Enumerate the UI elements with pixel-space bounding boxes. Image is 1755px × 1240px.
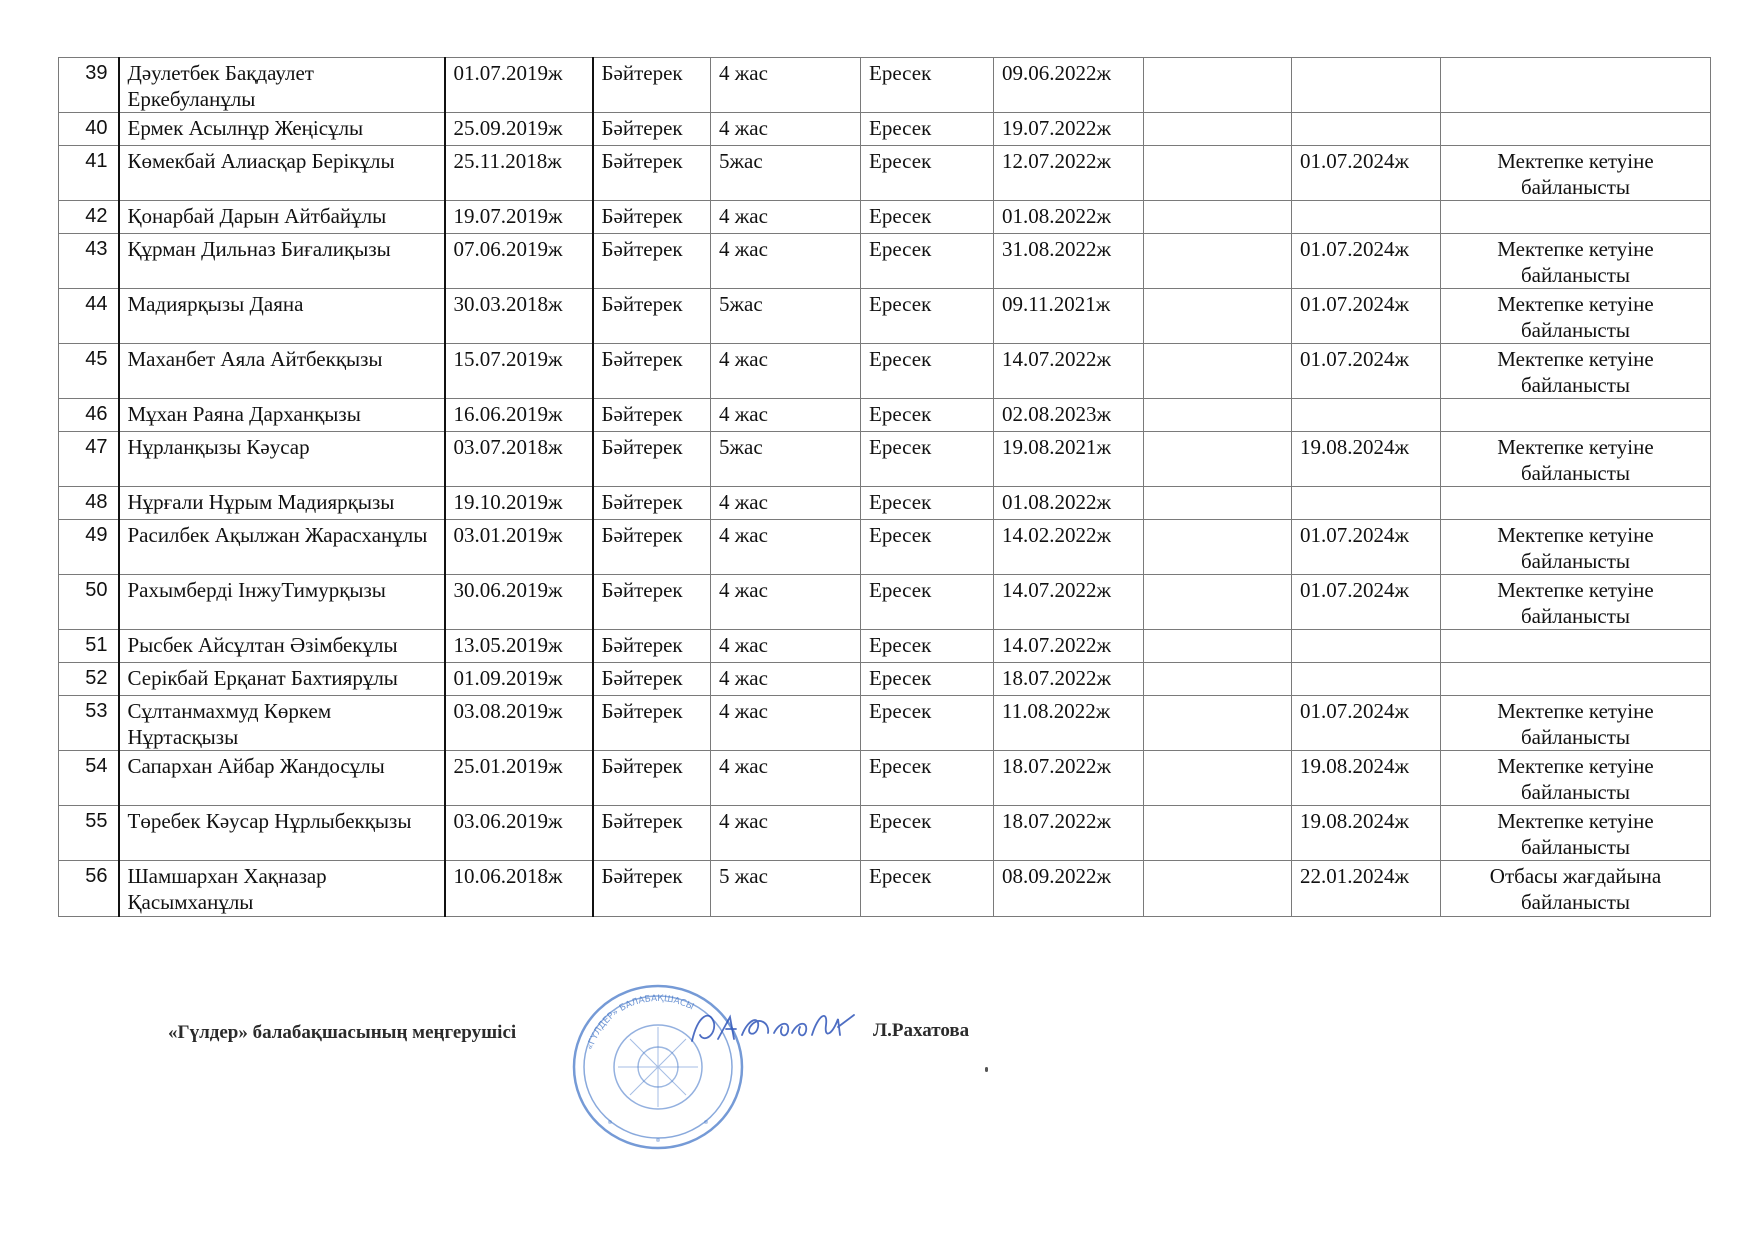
group-name-cell: Бәйтерек bbox=[593, 432, 711, 487]
row-number-cell: 39 bbox=[59, 58, 119, 113]
admission-date-cell: 18.07.2022ж bbox=[994, 806, 1144, 861]
group-level-cell: Ересек bbox=[861, 487, 994, 520]
empty-cell-cell bbox=[1144, 630, 1292, 663]
departure-date-cell: 01.07.2024ж bbox=[1292, 234, 1441, 289]
group-name-cell: Бәйтерек bbox=[593, 234, 711, 289]
departure-date-cell bbox=[1292, 113, 1441, 146]
roster-body bbox=[59, 58, 1711, 917]
admission-date-cell: 18.07.2022ж bbox=[994, 663, 1144, 696]
table-row bbox=[59, 432, 1711, 487]
admission-date-cell: 01.08.2022ж bbox=[994, 487, 1144, 520]
group-name-cell: Бәйтерек bbox=[593, 399, 711, 432]
age-cell: 4 жас bbox=[711, 344, 861, 399]
child-name-cell: Рысбек Айсұлтан Әзімбекұлы bbox=[119, 630, 445, 663]
birth-date-cell: 03.08.2019ж bbox=[445, 696, 593, 751]
age-cell: 4 жас bbox=[711, 751, 861, 806]
departure-reason-cell: Мектепке кетуіне байланысты bbox=[1441, 751, 1711, 806]
head-role-label: «Гүлдер» балабақшасының меңгерушісі bbox=[168, 1022, 517, 1043]
row-number-cell: 56 bbox=[59, 861, 119, 917]
age-cell: 4 жас bbox=[711, 58, 861, 113]
child-name-cell: Расилбек Ақылжан Жарасханұлы bbox=[119, 520, 445, 575]
admission-date-cell: 14.07.2022ж bbox=[994, 344, 1144, 399]
empty-cell-cell bbox=[1144, 806, 1292, 861]
departure-date-cell bbox=[1292, 630, 1441, 663]
departure-reason-cell: Мектепке кетуіне байланысты bbox=[1441, 344, 1711, 399]
age-cell: 5жас bbox=[711, 289, 861, 344]
row-number-cell: 47 bbox=[59, 432, 119, 487]
group-name-cell: Бәйтерек bbox=[593, 146, 711, 201]
row-number-cell: 49 bbox=[59, 520, 119, 575]
birth-date-cell: 01.09.2019ж bbox=[445, 663, 593, 696]
row-number-cell: 43 bbox=[59, 234, 119, 289]
age-cell: 4 жас bbox=[711, 696, 861, 751]
departure-date-cell bbox=[1292, 399, 1441, 432]
row-number-cell: 40 bbox=[59, 113, 119, 146]
admission-date-cell: 12.07.2022ж bbox=[994, 146, 1144, 201]
birth-date-cell: 03.01.2019ж bbox=[445, 520, 593, 575]
group-name-cell: Бәйтерек bbox=[593, 751, 711, 806]
group-name-cell: Бәйтерек bbox=[593, 487, 711, 520]
child-name-cell: Рахымберді ІнжуТимурқызы bbox=[119, 575, 445, 630]
admission-date-cell: 31.08.2022ж bbox=[994, 234, 1144, 289]
age-cell: 4 жас bbox=[711, 234, 861, 289]
age-cell: 5жас bbox=[711, 146, 861, 201]
departure-reason-cell: Мектепке кетуіне байланысты bbox=[1441, 289, 1711, 344]
empty-cell-cell bbox=[1144, 344, 1292, 399]
empty-cell-cell bbox=[1144, 432, 1292, 487]
departure-reason-cell bbox=[1441, 201, 1711, 234]
empty-cell-cell bbox=[1144, 113, 1292, 146]
empty-cell-cell bbox=[1144, 696, 1292, 751]
birth-date-cell: 13.05.2019ж bbox=[445, 630, 593, 663]
row-number-cell: 55 bbox=[59, 806, 119, 861]
departure-reason-cell bbox=[1441, 630, 1711, 663]
departure-date-cell: 01.07.2024ж bbox=[1292, 146, 1441, 201]
table-row bbox=[59, 861, 1711, 917]
birth-date-cell: 10.06.2018ж bbox=[445, 861, 593, 917]
children-roster-table bbox=[58, 57, 1711, 917]
group-name-cell: Бәйтерек bbox=[593, 861, 711, 917]
table-row bbox=[59, 146, 1711, 201]
row-number-cell: 52 bbox=[59, 663, 119, 696]
empty-cell-cell bbox=[1144, 289, 1292, 344]
birth-date-cell: 25.11.2018ж bbox=[445, 146, 593, 201]
child-name-cell: Нұрланқызы Кәусар bbox=[119, 432, 445, 487]
row-number-cell: 41 bbox=[59, 146, 119, 201]
age-cell: 4 жас bbox=[711, 630, 861, 663]
child-name-cell: Қонарбай Дарын Айтбайұлы bbox=[119, 201, 445, 234]
departure-date-cell: 19.08.2024ж bbox=[1292, 751, 1441, 806]
age-cell: 4 жас bbox=[711, 806, 861, 861]
row-number-cell: 45 bbox=[59, 344, 119, 399]
group-name-cell: Бәйтерек bbox=[593, 575, 711, 630]
table-row bbox=[59, 289, 1711, 344]
table-row bbox=[59, 575, 1711, 630]
group-level-cell: Ересек bbox=[861, 201, 994, 234]
age-cell: 4 жас bbox=[711, 520, 861, 575]
row-number-cell: 53 bbox=[59, 696, 119, 751]
child-name-cell: Мадиярқызы Даяна bbox=[119, 289, 445, 344]
stray-mark bbox=[985, 1067, 988, 1072]
group-level-cell: Ересек bbox=[861, 696, 994, 751]
departure-date-cell: 19.08.2024ж bbox=[1292, 432, 1441, 487]
empty-cell-cell bbox=[1144, 399, 1292, 432]
row-number-cell: 48 bbox=[59, 487, 119, 520]
departure-date-cell bbox=[1292, 201, 1441, 234]
group-name-cell: Бәйтерек bbox=[593, 58, 711, 113]
departure-date-cell: 22.01.2024ж bbox=[1292, 861, 1441, 917]
birth-date-cell: 01.07.2019ж bbox=[445, 58, 593, 113]
departure-date-cell bbox=[1292, 663, 1441, 696]
admission-date-cell: 02.08.2023ж bbox=[994, 399, 1144, 432]
group-level-cell: Ересек bbox=[861, 630, 994, 663]
departure-date-cell bbox=[1292, 58, 1441, 113]
departure-reason-cell bbox=[1441, 663, 1711, 696]
age-cell: 5жас bbox=[711, 432, 861, 487]
table-row bbox=[59, 696, 1711, 751]
age-cell: 4 жас bbox=[711, 201, 861, 234]
age-cell: 4 жас bbox=[711, 487, 861, 520]
head-name: Л.Рахатова bbox=[873, 1020, 970, 1041]
departure-reason-cell bbox=[1441, 487, 1711, 520]
group-name-cell: Бәйтерек bbox=[593, 344, 711, 399]
table-row bbox=[59, 58, 1711, 113]
age-cell: 4 жас bbox=[711, 663, 861, 696]
birth-date-cell: 30.06.2019ж bbox=[445, 575, 593, 630]
group-level-cell: Ересек bbox=[861, 234, 994, 289]
group-name-cell: Бәйтерек bbox=[593, 806, 711, 861]
birth-date-cell: 19.07.2019ж bbox=[445, 201, 593, 234]
group-name-cell: Бәйтерек bbox=[593, 696, 711, 751]
age-cell: 4 жас bbox=[711, 113, 861, 146]
table-row bbox=[59, 751, 1711, 806]
departure-reason-cell: Мектепке кетуіне байланысты bbox=[1441, 432, 1711, 487]
table-row bbox=[59, 663, 1711, 696]
child-name-cell: Ермек Асылнұр Жеңісұлы bbox=[119, 113, 445, 146]
group-level-cell: Ересек bbox=[861, 113, 994, 146]
group-name-cell: Бәйтерек bbox=[593, 663, 711, 696]
admission-date-cell: 14.02.2022ж bbox=[994, 520, 1144, 575]
departure-date-cell: 01.07.2024ж bbox=[1292, 520, 1441, 575]
group-level-cell: Ересек bbox=[861, 344, 994, 399]
row-number-cell: 46 bbox=[59, 399, 119, 432]
group-level-cell: Ересек bbox=[861, 663, 994, 696]
admission-date-cell: 01.08.2022ж bbox=[994, 201, 1144, 234]
admission-date-cell: 09.06.2022ж bbox=[994, 58, 1144, 113]
svg-text:«ГҮЛДЕР» БАЛАБАҚШАСЫ bbox=[585, 994, 695, 1051]
group-level-cell: Ересек bbox=[861, 289, 994, 344]
table-row bbox=[59, 234, 1711, 289]
table-row bbox=[59, 487, 1711, 520]
departure-date-cell: 01.07.2024ж bbox=[1292, 575, 1441, 630]
departure-reason-cell bbox=[1441, 399, 1711, 432]
group-level-cell: Ересек bbox=[861, 861, 994, 917]
departure-reason-cell: Мектепке кетуіне байланысты bbox=[1441, 575, 1711, 630]
departure-date-cell: 01.07.2024ж bbox=[1292, 696, 1441, 751]
child-name-cell: Сұлтанмахмуд Көркем Нұртасқызы bbox=[119, 696, 445, 751]
table-row bbox=[59, 399, 1711, 432]
child-name-cell: Мұхан Раяна Дарханқызы bbox=[119, 399, 445, 432]
admission-date-cell: 19.08.2021ж bbox=[994, 432, 1144, 487]
empty-cell-cell bbox=[1144, 58, 1292, 113]
birth-date-cell: 19.10.2019ж bbox=[445, 487, 593, 520]
child-name-cell: Төребек Кәусар Нұрлыбекқызы bbox=[119, 806, 445, 861]
child-name-cell: Көмекбай Алиасқар Берікұлы bbox=[119, 146, 445, 201]
departure-date-cell: 01.07.2024ж bbox=[1292, 344, 1441, 399]
table-row bbox=[59, 344, 1711, 399]
group-name-cell: Бәйтерек bbox=[593, 289, 711, 344]
admission-date-cell: 11.08.2022ж bbox=[994, 696, 1144, 751]
departure-date-cell: 19.08.2024ж bbox=[1292, 806, 1441, 861]
handwritten-signature bbox=[688, 1005, 868, 1050]
admission-date-cell: 14.07.2022ж bbox=[994, 575, 1144, 630]
admission-date-cell: 18.07.2022ж bbox=[994, 751, 1144, 806]
departure-reason-cell bbox=[1441, 113, 1711, 146]
table-row bbox=[59, 113, 1711, 146]
empty-cell-cell bbox=[1144, 575, 1292, 630]
group-name-cell: Бәйтерек bbox=[593, 630, 711, 663]
departure-reason-cell: Мектепке кетуіне байланысты bbox=[1441, 234, 1711, 289]
empty-cell-cell bbox=[1144, 234, 1292, 289]
admission-date-cell: 09.11.2021ж bbox=[994, 289, 1144, 344]
child-name-cell: Нұрғали Нұрым Мадиярқызы bbox=[119, 487, 445, 520]
group-level-cell: Ересек bbox=[861, 751, 994, 806]
child-name-cell: Шамшархан Хақназар Қасымханұлы bbox=[119, 861, 445, 917]
empty-cell-cell bbox=[1144, 520, 1292, 575]
admission-date-cell: 19.07.2022ж bbox=[994, 113, 1144, 146]
birth-date-cell: 30.03.2018ж bbox=[445, 289, 593, 344]
row-number-cell: 51 bbox=[59, 630, 119, 663]
age-cell: 5 жас bbox=[711, 861, 861, 917]
group-level-cell: Ересек bbox=[861, 58, 994, 113]
group-name-cell: Бәйтерек bbox=[593, 201, 711, 234]
empty-cell-cell bbox=[1144, 861, 1292, 917]
group-name-cell: Бәйтерек bbox=[593, 113, 711, 146]
departure-reason-cell: Отбасы жағдайына байланысты bbox=[1441, 861, 1711, 917]
group-level-cell: Ересек bbox=[861, 399, 994, 432]
group-level-cell: Ересек bbox=[861, 575, 994, 630]
age-cell: 4 жас bbox=[711, 399, 861, 432]
child-name-cell: Құрман Дильназ Биғалиқызы bbox=[119, 234, 445, 289]
empty-cell-cell bbox=[1144, 487, 1292, 520]
table-row bbox=[59, 806, 1711, 861]
departure-reason-cell: Мектепке кетуіне байланысты bbox=[1441, 146, 1711, 201]
table-row bbox=[59, 630, 1711, 663]
birth-date-cell: 03.06.2019ж bbox=[445, 806, 593, 861]
empty-cell-cell bbox=[1144, 663, 1292, 696]
child-name-cell: Серікбай Ерқанат Бахтиярұлы bbox=[119, 663, 445, 696]
group-level-cell: Ересек bbox=[861, 432, 994, 487]
child-name-cell: Сапархан Айбар Жандосұлы bbox=[119, 751, 445, 806]
departure-date-cell: 01.07.2024ж bbox=[1292, 289, 1441, 344]
row-number-cell: 54 bbox=[59, 751, 119, 806]
admission-date-cell: 08.09.2022ж bbox=[994, 861, 1144, 917]
group-level-cell: Ересек bbox=[861, 806, 994, 861]
birth-date-cell: 03.07.2018ж bbox=[445, 432, 593, 487]
row-number-cell: 44 bbox=[59, 289, 119, 344]
table-row bbox=[59, 201, 1711, 234]
admission-date-cell: 14.07.2022ж bbox=[994, 630, 1144, 663]
row-number-cell: 50 bbox=[59, 575, 119, 630]
row-number-cell: 42 bbox=[59, 201, 119, 234]
birth-date-cell: 25.01.2019ж bbox=[445, 751, 593, 806]
empty-cell-cell bbox=[1144, 146, 1292, 201]
age-cell: 4 жас bbox=[711, 575, 861, 630]
table-row bbox=[59, 520, 1711, 575]
departure-reason-cell: Мектепке кетуіне байланысты bbox=[1441, 520, 1711, 575]
birth-date-cell: 16.06.2019ж bbox=[445, 399, 593, 432]
departure-date-cell bbox=[1292, 487, 1441, 520]
departure-reason-cell: Мектепке кетуіне байланысты bbox=[1441, 806, 1711, 861]
birth-date-cell: 15.07.2019ж bbox=[445, 344, 593, 399]
empty-cell-cell bbox=[1144, 751, 1292, 806]
group-name-cell: Бәйтерек bbox=[593, 520, 711, 575]
group-level-cell: Ересек bbox=[861, 520, 994, 575]
group-level-cell: Ересек bbox=[861, 146, 994, 201]
child-name-cell: Дәулетбек Бақдаулет Еркебуланұлы bbox=[119, 58, 445, 113]
birth-date-cell: 07.06.2019ж bbox=[445, 234, 593, 289]
stamp-text: «ГҮЛДЕР» БАЛАБАҚШАСЫ bbox=[585, 993, 696, 1052]
departure-reason-cell: Мектепке кетуіне байланысты bbox=[1441, 696, 1711, 751]
departure-reason-cell bbox=[1441, 58, 1711, 113]
birth-date-cell: 25.09.2019ж bbox=[445, 113, 593, 146]
child-name-cell: Маханбет Аяла Айтбекқызы bbox=[119, 344, 445, 399]
empty-cell-cell bbox=[1144, 201, 1292, 234]
